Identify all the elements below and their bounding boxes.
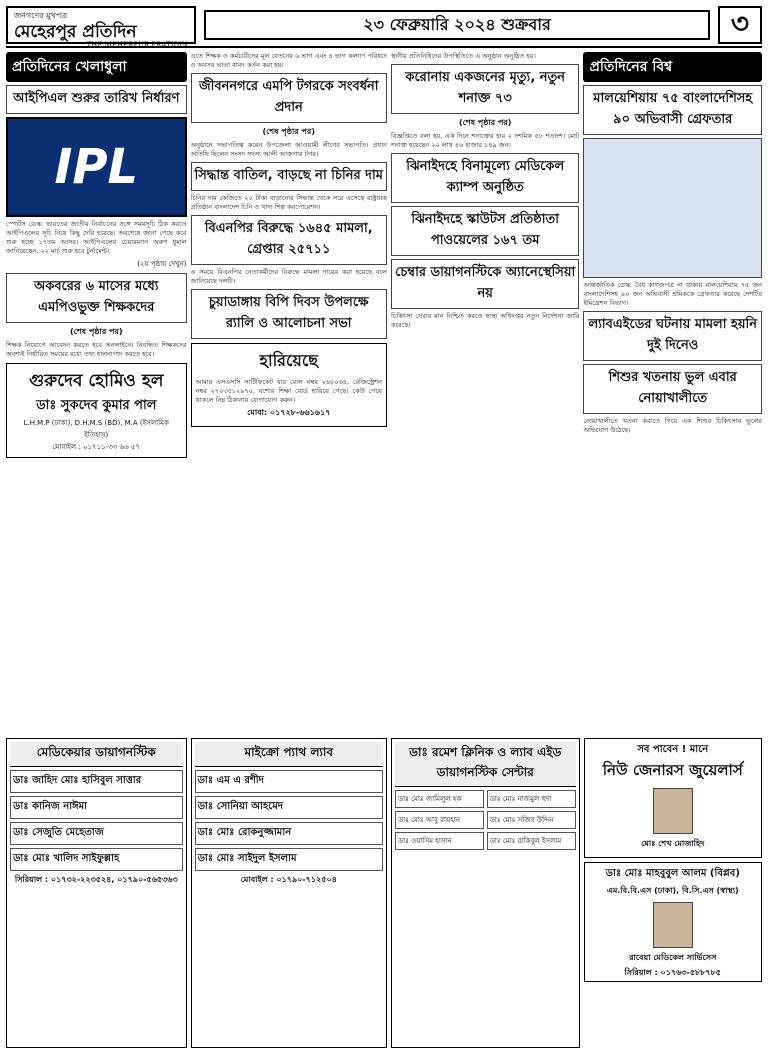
doctor-name: ডাঃ সোনিয়া আহমেদ <box>197 801 284 812</box>
jewellers-ad <box>584 738 763 858</box>
lost-notice <box>191 343 387 427</box>
doctor-ad <box>584 862 763 982</box>
doctor-name: ডাঃ মোঃ সাইদুল ইসলাম <box>197 853 297 864</box>
masthead-tagline: জনগণের মুখপত্র <box>14 11 68 20</box>
building-photo <box>583 138 762 278</box>
medicare-ad <box>6 738 187 1048</box>
right-ads <box>584 738 763 1048</box>
page-number: ৩ <box>718 6 762 44</box>
camp-headline: ঝিনাইদহে বিনামূল্যে মেডিকেল ক্যাম্প অনুষ্ঠিত <box>391 153 579 203</box>
clinic-title: ডাঃ রমেশ ক্লিনিক ও ল্যাব এইড ডায়াগনস্টিক সেন্টার <box>395 742 576 787</box>
clinic-ad <box>391 738 580 1048</box>
bnp-body: এ সময়ে বিএনপির নেতাকর্মীদের বিরুদ্ধে মামলা দায়ের করা হয়েছে বলে জানিয়েছে দলটি। <box>190 268 387 285</box>
doctor-card <box>10 796 183 819</box>
doctor-name: ডাঃ মোঃ খালিদ সাইফুল্লাহ <box>13 853 120 864</box>
bnp-headline: বিএনপির বিরুদ্ধে ১৬৪৫ মামলা, গ্রেপ্তার ২৫৭১১ <box>191 215 387 265</box>
col2-body: এতে শিক্ষক ও কর্মচারীদের মূল বেতনের ৬ ভাগ এবং ৪ ভাগ কল্যাণ পরিষদে ও অবসর ভাতা বাবদ কর্তন করা হয়। <box>190 52 387 69</box>
masthead-english: THE MEHERPUR PRATIDIN <box>86 41 188 49</box>
anesthesia-headline: চেম্বার ডায়াগনস্টিকে অ্যানেস্থেসিয়া নয় <box>391 259 579 309</box>
doctor-name: ডাঃ কানিজ নাঈমা <box>13 801 88 812</box>
tagor-headline: জীবননগরে এমপি টগরকে সংবর্ধনা প্রদান <box>191 73 387 123</box>
doctor-name: ডাঃ সেজুতি মেহেতাজ <box>13 827 104 838</box>
malaysia-body: আন্তর্জাতিক ডেস্ক: বৈধ কাগজপত্র না থাকায় মালয়েশিয়ায় ৭৫ জন বাংলাদেশিসহ ৯০ জন অভিবাসী শ্রমিককে গ্রেফতার করেছে দেশটির ইমিগ্রেশন বিভাগ। <box>583 281 763 307</box>
sports-column <box>6 52 187 732</box>
doctor-name: ডাঃ জাহিদ মোঃ হাসিবুল সাত্তার <box>13 775 142 786</box>
lab-phone: মোবাইল : ০১৭৯০-৭১২৫০৪ <box>240 875 337 884</box>
lab-ad <box>191 738 387 1048</box>
rally-headline: চুয়াডাঙ্গায় বিপি দিবস উপলক্ষে র‌্যালি ও আলোচনা সভা <box>191 289 387 339</box>
sugar-headline: সিদ্ধান্ত বাতিল, বাড়ছে না চিনির দাম <box>191 162 387 191</box>
jewel-owner: মোঃ শেখ মোজাহিদ <box>641 839 705 848</box>
mpo-sub: (শেষ পৃষ্ঠার পর) <box>70 327 123 336</box>
malaysia-headline: মালয়েশিয়ায় ৭৫ বাংলাদেশিসহ ৯০ অভিবাসী গ্রেফতার <box>583 85 762 135</box>
clinic-doctor-grid <box>395 790 576 850</box>
owner-photo <box>653 788 693 834</box>
doctor-ad-place: রাবেয়া মেডিকেল সার্ভিসেস <box>629 953 717 962</box>
issue-date: ২৩ ফেব্রুয়ারি ২০২৪ শুক্রবার <box>204 10 710 40</box>
sugar-body: চিনির দাম কেজিতে ২০ টাকা বাড়ানোর সিদ্ধান্ত থেকে সরে এসেছে রাষ্ট্রায়ত্ত প্রতিষ্ঠান বাংলাদেশ চিনি ও খাদ্য শিল্প করপোরেশন। <box>190 194 387 211</box>
column-three <box>391 52 579 732</box>
corona-sub: (শেষ পৃষ্ঠার পর) <box>458 118 512 127</box>
masthead <box>6 4 762 48</box>
doctor-name: ডাঃ এম এ রশীদ <box>197 775 264 786</box>
section-header-sports: প্রতিদিনের খেলাধুলা <box>6 52 187 82</box>
doctor-ad-degree: এম.বি.বি.এস (ঢাকা), বি.সি.এস (স্বাস্থ্য) <box>606 886 739 895</box>
doctor-card: ডাঃ মোঃ জামিলুল হক <box>395 790 484 808</box>
advertisement-row <box>6 738 762 1048</box>
lost-title: হারিয়েছে <box>259 351 318 370</box>
circumcision-headline: শিশুর খতনায় ভুল এবার নোয়াখালীতে <box>583 364 762 414</box>
doctor-card: ডাঃ ওয়াসিম হাসান <box>395 832 484 850</box>
doctor-card <box>195 796 383 819</box>
corona-body: বিজ্ঞপ্তিতে বলা হয়, এক দিনে শনাক্তের হার ২ দশমিক ৫৮ শতাংশ। মোট শনাক্ত হয়েছেন ২০ লাখ ৪৬ হাজার ১৪৯ জন। <box>390 132 580 149</box>
col3-body: স্থানীয় প্রতিনিধিদের উপস্থিতিতে এ অনুষ্ঠান অনুষ্ঠিত হয়। <box>390 52 536 60</box>
homeo-advertisement <box>6 363 187 458</box>
homeo-degree: L.H.M.P (ঢাকা), D.H.M.S (BD), M.A (ইসলামিক ইতিহাস) <box>23 419 169 439</box>
doctor-card <box>10 848 183 871</box>
doctor-ad-phone: সিরিয়াল : ০১৭৬৩-৫৮৮৭৮৫ <box>624 968 722 977</box>
mpo-headline: অকবরের ৬ মাসের মধ্যে এমপিওভুক্ত শিক্ষকদের <box>6 273 187 323</box>
scouts-headline: ঝিনাইদহে স্কাউটস প্রতিষ্ঠাতা পাওয়েলের ১৬৭ তম <box>391 206 579 256</box>
doctor-card <box>10 770 183 793</box>
anesthesia-body: চিকিৎসা সেবার মান নিশ্চিত করতে স্বাস্থ্য অধিদপ্তর নতুন নির্দেশনা জারি করেছে। <box>390 312 580 329</box>
jewel-name: নিউ জেনারস জুয়েলার্স <box>602 761 743 779</box>
doctor-card: ডাঃ মোঃ সজিব উদ্দিন <box>487 811 576 829</box>
doctor-card: ডাঃ মোঃ নাজমুল হুদা <box>487 790 576 808</box>
section-header-world: প্রতিদিনের বিশ্ব <box>583 52 762 82</box>
medicare-title: মেডিকেয়ার ডায়াগনস্টিক <box>10 742 183 767</box>
doctor-photo <box>653 902 693 948</box>
doctor-card <box>195 770 383 793</box>
column-two <box>191 52 387 732</box>
lost-body: আমার এসএসসি সার্টিফিকেট যার রোল নম্বর ২৬৮০৬৪, রেজিস্ট্রেশন নম্বর ২৭০৩৫১২৯৭০, যশোর শিক্ষা বোর্ড হারিয়ে গেছে। কেউ পেয়ে থাকলে নিম্ন ঠিকানায় যোগাযোগ করুন। <box>195 378 382 404</box>
lost-contact: মোবা: ০১৭২৮-৬৬১৬১৭ <box>247 408 331 417</box>
medicare-phone: সিরিয়াল : ০১৭৩২-২২৩৫২৪, ০১৭৯০-৫৬৫৩৬৩ <box>14 875 178 884</box>
doctor-card <box>195 848 383 871</box>
doctor-card <box>195 822 383 845</box>
doctor-card <box>10 822 183 845</box>
tagor-body: অনুষ্ঠানে সভাপতিত্ব করেন উপজেলা আওয়ামী লীগের সভাপতি। প্রধান অতিথি ছিলেন সংসদ সদস্য আলী আজগার টগর। <box>190 141 387 158</box>
circumcision-body: নোয়াখালীতে খতনা করাতে গিয়ে এক শিশুর চিকিৎসায় ভুলের অভিযোগ উঠেছে। <box>583 417 763 434</box>
doctor-ad-name: ডাঃ মোঃ মাহবুবুল আলম (বিপ্লব) <box>605 868 740 879</box>
tagor-sub: (শেষ পৃষ্ঠার পর) <box>262 127 315 136</box>
homeo-title: গুরুদেব হোমিও হল <box>29 371 164 391</box>
masthead-name: মেহেরপুর প্রতিদিন <box>14 22 137 42</box>
ipl-article-body: স্পোর্টস ডেস্ক: ভারতের জাতীয় নির্বাচনের সঙ্গে সময়সূচি ঠিক করতে আইপিএলের সূচি নিয়ে কিছু দেরি হয়েছে। অবশেষে জানা গেছে কবে শুরু হচ্ছে ১৭তম আসর। আইপিএলের চেয়ারম্যান অরুণ ধুমাল জানিয়েছেন, ২২ মার্চ শুরু হবে টুর্নামেন্ট। <box>6 220 187 255</box>
jewel-tagline: সব পাবেন ! মানে <box>637 744 709 755</box>
labaid-headline: ল্যাবএইডের ঘটনায় মামলা হয়নি দুই দিনেও <box>583 311 762 361</box>
corona-headline: করোনায় একজনের মৃত্যু, নতুন শনাক্ত ৭৩ <box>391 64 579 114</box>
doctor-card: ডাঃ মোঃ রাকিবুল ইসলাম <box>487 832 576 850</box>
doctor-card: ডাঃ মোঃ আবু রায়হান <box>395 811 484 829</box>
mpo-body: শিক্ষক নিয়োগে আবেদন করতে হবে অনলাইনে। নিবন্ধিত শিক্ষকদের অবশ্যই নির্ধারিত সময়ের মধ্যে তথ্য হালনাগাদ করতে হবে। <box>6 341 187 358</box>
ipl-headline: আইপিএল শুরুর তারিখ নির্ধারণ <box>6 85 187 114</box>
homeo-doctor: ডাঃ সুকদেব কুমার পাল <box>36 398 157 413</box>
homeo-phone: মোবাইল : ০১৭১১-৩৩ ৬৬ ৫৭ <box>52 443 140 451</box>
doctor-name: ডাঃ মোঃ রোকনুজ্জামান <box>197 827 292 838</box>
lab-title: মাইক্রো প্যাথ ল্যাব <box>195 742 383 767</box>
world-column <box>583 52 762 732</box>
continued-note: (২য় পৃষ্ঠায় দেখুন) <box>137 260 187 268</box>
ipl-logo-image: IPL <box>6 117 187 217</box>
newspaper-logo <box>6 6 196 49</box>
